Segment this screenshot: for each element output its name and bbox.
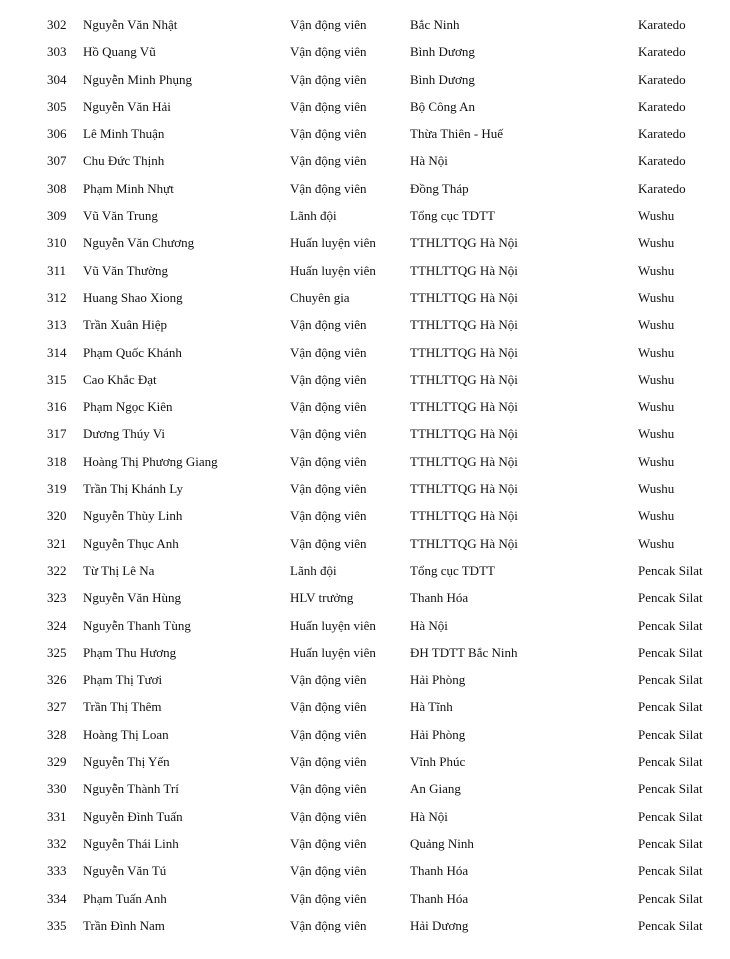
sport-name: Pencak Silat <box>638 617 703 633</box>
table-row <box>0 66 730 93</box>
person-name: Trần Thị Khánh Ly <box>83 481 184 497</box>
person-unit: Bộ Công An <box>410 98 476 114</box>
person-unit: Bình Dương <box>410 44 475 60</box>
person-role: Vận động viên <box>290 890 367 906</box>
person-name: Hoàng Thị Loan <box>83 726 169 742</box>
row-number: 335 <box>47 917 67 933</box>
sport-name: Wushu <box>638 235 675 251</box>
person-unit: Vĩnh Phúc <box>410 754 466 770</box>
person-role: Vận động viên <box>290 917 367 933</box>
person-role: Vận động viên <box>290 317 367 333</box>
sport-name: Pencak Silat <box>638 890 703 906</box>
row-number: 330 <box>47 781 67 797</box>
person-unit: TTHLTTQG Hà Nội <box>410 481 518 497</box>
row-number: 332 <box>47 835 67 851</box>
row-number: 302 <box>47 17 67 32</box>
table-row <box>0 147 730 174</box>
table-row <box>0 803 730 830</box>
person-role: Vận động viên <box>290 71 367 87</box>
row-number: 333 <box>47 863 67 879</box>
table-row <box>0 229 730 256</box>
person-name: Nguyễn Thanh Tùng <box>83 617 191 633</box>
sport-name: Karatedo <box>638 126 686 142</box>
table-row <box>0 120 730 147</box>
row-number: 312 <box>47 289 67 305</box>
person-unit: TTHLTTQG Hà Nội <box>410 344 518 360</box>
person-role: Huấn luyện viên <box>290 235 376 251</box>
person-name: Phạm Thị Tươi <box>83 672 163 688</box>
person-name: Phạm Thu Hương <box>83 644 177 660</box>
person-name: Trần Thị Thêm <box>83 699 162 715</box>
person-role: Vận động viên <box>290 44 367 60</box>
sport-name: Karatedo <box>638 71 686 87</box>
row-number: 308 <box>47 180 67 196</box>
table-row <box>0 311 730 338</box>
table-row <box>0 612 730 639</box>
person-name: Hồ Quang Vũ <box>83 44 156 60</box>
table-row <box>0 393 730 420</box>
sport-name: Wushu <box>638 344 675 360</box>
table-row <box>0 175 730 202</box>
person-name: Vũ Văn Trung <box>83 208 158 224</box>
person-role: Vận động viên <box>290 863 367 879</box>
sport-name: Wushu <box>638 317 675 333</box>
person-role: Vận động viên <box>290 344 367 360</box>
person-name: Nguyễn Đình Tuấn <box>83 808 183 824</box>
person-role: Vận động viên <box>290 808 367 824</box>
row-number: 323 <box>47 590 67 606</box>
person-unit: ĐH TDTT Bắc Ninh <box>410 644 518 660</box>
sport-name: Pencak Silat <box>638 835 703 851</box>
person-name: Nguyễn Văn Hải <box>83 98 171 114</box>
person-name: Chu Đức Thịnh <box>83 153 165 169</box>
person-unit: TTHLTTQG Hà Nội <box>410 317 518 333</box>
row-number: 329 <box>47 754 67 770</box>
person-role: Vận động viên <box>290 453 367 469</box>
sport-name: Pencak Silat <box>638 754 703 770</box>
row-number: 331 <box>47 808 67 824</box>
person-name: Phạm Tuấn Anh <box>83 890 167 906</box>
person-role: Vận động viên <box>290 508 367 524</box>
person-role: Vận động viên <box>290 835 367 851</box>
person-name: Trần Đình Nam <box>83 917 165 933</box>
row-number: 317 <box>47 426 67 442</box>
person-role: Lãnh đội <box>290 562 337 578</box>
row-number: 306 <box>47 126 67 142</box>
sport-name: Pencak Silat <box>638 726 703 742</box>
person-unit: Bắc Ninh <box>410 17 460 32</box>
row-number: 315 <box>47 371 67 387</box>
person-role: Chuyên gia <box>290 289 350 305</box>
sport-name: Pencak Silat <box>638 562 703 578</box>
person-name: Nguyễn Minh Phụng <box>83 71 193 87</box>
sport-name: Wushu <box>638 453 675 469</box>
athlete-list-table <box>0 11 730 939</box>
person-unit: Thanh Hóa <box>410 890 469 906</box>
person-role: Vận động viên <box>290 371 367 387</box>
table-row <box>0 502 730 529</box>
row-number: 326 <box>47 672 67 688</box>
person-role: Huấn luyện viên <box>290 262 376 278</box>
sport-name: Pencak Silat <box>638 917 703 933</box>
table-row <box>0 530 730 557</box>
person-name: Cao Khắc Đạt <box>83 371 157 387</box>
table-row <box>0 775 730 802</box>
person-role: HLV trưởng <box>290 590 354 606</box>
row-number: 304 <box>47 71 67 87</box>
table-row <box>0 38 730 65</box>
person-name: Nguyễn Văn Chương <box>83 235 195 251</box>
row-number: 316 <box>47 399 67 415</box>
person-role: Vận động viên <box>290 126 367 142</box>
sport-name: Wushu <box>638 508 675 524</box>
table-row <box>0 721 730 748</box>
sport-name: Wushu <box>638 399 675 415</box>
person-role: Vận động viên <box>290 17 367 32</box>
row-number: 314 <box>47 344 67 360</box>
person-name: Phạm Quốc Khánh <box>83 344 182 360</box>
row-number: 305 <box>47 98 67 114</box>
table-row <box>0 830 730 857</box>
person-name: Phạm Minh Nhựt <box>83 180 174 196</box>
sport-name: Karatedo <box>638 153 686 169</box>
sport-name: Pencak Silat <box>638 808 703 824</box>
table-row <box>0 448 730 475</box>
table-row <box>0 257 730 284</box>
table-row <box>0 584 730 611</box>
sport-name: Pencak Silat <box>638 781 703 797</box>
person-unit: Hà Tĩnh <box>410 699 453 715</box>
person-role: Vận động viên <box>290 399 367 415</box>
person-unit: Hà Nội <box>410 153 448 169</box>
table-row <box>0 475 730 502</box>
table-row <box>0 420 730 447</box>
table-row <box>0 557 730 584</box>
person-unit: Tổng cục TDTT <box>410 208 495 224</box>
row-number: 322 <box>47 562 67 578</box>
person-name: Hoàng Thị Phương Giang <box>83 453 218 469</box>
sport-name: Wushu <box>638 289 675 305</box>
row-number: 325 <box>47 644 67 660</box>
person-name: Dương Thúy Vi <box>83 426 165 442</box>
person-unit: Tổng cục TDTT <box>410 562 495 578</box>
table-row <box>0 666 730 693</box>
row-number: 313 <box>47 317 67 333</box>
row-number: 324 <box>47 617 67 633</box>
table-row <box>0 857 730 884</box>
sport-name: Pencak Silat <box>638 699 703 715</box>
table-row <box>0 11 730 38</box>
person-name: Nguyễn Thùy Linh <box>83 508 183 524</box>
table-row <box>0 202 730 229</box>
person-unit: Thanh Hóa <box>410 590 469 606</box>
person-role: Vận động viên <box>290 153 367 169</box>
sport-name: Wushu <box>638 535 675 551</box>
row-number: 310 <box>47 235 67 251</box>
person-role: Vận động viên <box>290 426 367 442</box>
person-name: Trần Xuân Hiệp <box>83 317 168 333</box>
row-number: 334 <box>47 890 67 906</box>
person-role: Vận động viên <box>290 180 367 196</box>
person-name: Nguyễn Thái Linh <box>83 835 179 851</box>
person-unit: Hải Dương <box>410 917 469 933</box>
sport-name: Pencak Silat <box>638 644 703 660</box>
person-unit: Thừa Thiên - Huế <box>410 126 504 142</box>
row-number: 328 <box>47 726 67 742</box>
table-row <box>0 93 730 120</box>
sport-name: Wushu <box>638 481 675 497</box>
table-row <box>0 639 730 666</box>
table-row <box>0 284 730 311</box>
person-role: Vận động viên <box>290 726 367 742</box>
person-unit: Bình Dương <box>410 71 475 87</box>
table-row <box>0 885 730 912</box>
person-name: Nguyễn Thị Yến <box>83 754 170 770</box>
person-unit: TTHLTTQG Hà Nội <box>410 289 518 305</box>
person-unit: Quảng Ninh <box>410 835 474 851</box>
row-number: 309 <box>47 208 67 224</box>
sport-name: Wushu <box>638 371 675 387</box>
table-row <box>0 693 730 720</box>
table-row <box>0 366 730 393</box>
sport-name: Wushu <box>638 208 675 224</box>
person-unit: Hà Nội <box>410 617 448 633</box>
person-unit: Hải Phòng <box>410 672 466 688</box>
sport-name: Wushu <box>638 426 675 442</box>
person-unit: Hải Phòng <box>410 726 466 742</box>
person-role: Huấn luyện viên <box>290 617 376 633</box>
person-name: Lê Minh Thuận <box>83 126 165 142</box>
person-role: Vận động viên <box>290 699 367 715</box>
person-name: Nguyễn Thục Anh <box>83 535 179 551</box>
row-number: 327 <box>47 699 67 715</box>
sport-name: Pencak Silat <box>638 863 703 879</box>
sport-name: Wushu <box>638 262 675 278</box>
person-unit: TTHLTTQG Hà Nội <box>410 426 518 442</box>
row-number: 319 <box>47 481 67 497</box>
person-unit: Hà Nội <box>410 808 448 824</box>
person-unit: TTHLTTQG Hà Nội <box>410 453 518 469</box>
person-unit: Đồng Tháp <box>410 180 469 196</box>
person-role: Vận động viên <box>290 781 367 797</box>
person-unit: TTHLTTQG Hà Nội <box>410 535 518 551</box>
person-role: Lãnh đội <box>290 208 337 224</box>
sport-name: Karatedo <box>638 44 686 60</box>
person-name: Nguyễn Văn Nhật <box>83 17 178 32</box>
person-unit: An Giang <box>410 781 461 797</box>
sport-name: Karatedo <box>638 17 686 32</box>
person-name: Huang Shao Xiong <box>83 289 183 305</box>
table-row <box>0 339 730 366</box>
sport-name: Karatedo <box>638 98 686 114</box>
person-name: Phạm Ngọc Kiên <box>83 399 173 415</box>
row-number: 321 <box>47 535 67 551</box>
person-role: Vận động viên <box>290 672 367 688</box>
person-role: Vận động viên <box>290 535 367 551</box>
person-name: Từ Thị Lê Na <box>83 562 155 578</box>
sport-name: Karatedo <box>638 180 686 196</box>
person-role: Huấn luyện viên <box>290 644 376 660</box>
person-unit: TTHLTTQG Hà Nội <box>410 508 518 524</box>
person-name: Nguyễn Thành Trí <box>83 781 179 797</box>
person-role: Vận động viên <box>290 98 367 114</box>
row-number: 320 <box>47 508 67 524</box>
person-unit: Thanh Hóa <box>410 863 469 879</box>
person-unit: TTHLTTQG Hà Nội <box>410 371 518 387</box>
table-row <box>0 748 730 775</box>
person-role: Vận động viên <box>290 481 367 497</box>
table-row <box>0 912 730 939</box>
row-number: 307 <box>47 153 67 169</box>
person-unit: TTHLTTQG Hà Nội <box>410 399 518 415</box>
sport-name: Pencak Silat <box>638 590 703 606</box>
row-number: 318 <box>47 453 67 469</box>
person-name: Vũ Văn Thường <box>83 262 168 278</box>
person-name: Nguyễn Văn Tú <box>83 863 167 879</box>
person-unit: TTHLTTQG Hà Nội <box>410 235 518 251</box>
person-role: Vận động viên <box>290 754 367 770</box>
row-number: 311 <box>47 262 67 278</box>
sport-name: Pencak Silat <box>638 672 703 688</box>
person-unit: TTHLTTQG Hà Nội <box>410 262 518 278</box>
row-number: 303 <box>47 44 67 60</box>
person-name: Nguyễn Văn Hùng <box>83 590 181 606</box>
